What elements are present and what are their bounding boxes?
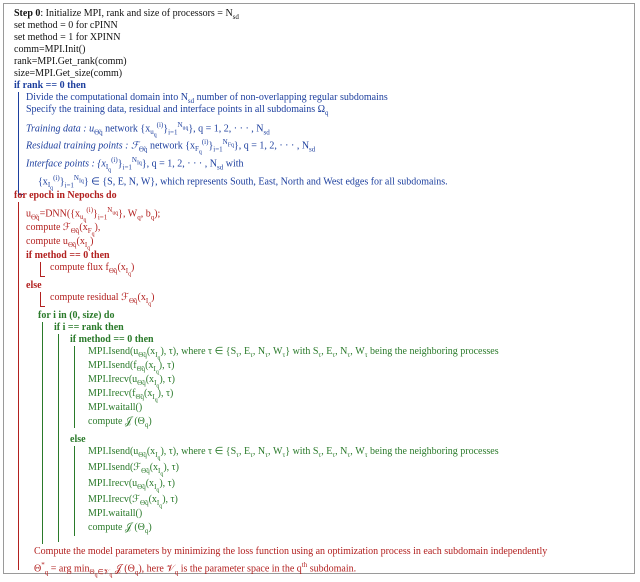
if-method-bar — [40, 262, 41, 276]
dnn-line: $u_{\Thetãq}=DNN(\{x_{u_q}^{(i)}\}_{i=1}^{N_{uq}}\}$, $W_q$, $b_q$); — [26, 206, 161, 224]
edges-line: $\{x_{I_q}^{(i)}\}_{i=1}^{N_{Iq}}$} ∈ {S, E, N, W}, which represents South, East, North and West edges for all subdomains. — [38, 174, 448, 192]
final-line-2: $\Theta^*_q$ = arg $\min_{\Theta_q\in 𝒱_q}$ 𝒥 $(\Theta_q)$, here 𝒱$_q$ is the parameter space in the $q^{th}$ subdomain. — [34, 561, 357, 579]
mpi-irecv-u: $MPI.Irecv(u_{\Thetãq}(x_{I_q})$, τ) — [88, 374, 176, 390]
for-i-header: for i in (0, size) do — [38, 310, 115, 321]
mpi-irecv-u-xpinn: $MPI.Irecv(u_{\Thetãq}(x_{I_q})$, τ) — [88, 478, 176, 494]
step0-line: rank=MPI.Get_rank(comm) — [14, 56, 127, 67]
algorithm-frame — [3, 3, 635, 579]
if-method-header: if method == 0 then — [26, 250, 110, 261]
interface-points-line: Interface points : $\{x_{I_q}^{(i)}\}_{i=1}^{N_{Iq}}$}, q = 1, 2, · · · , $N_{sd}$ with — [26, 156, 244, 174]
else-bar-end — [40, 306, 45, 307]
step0-title: Step 0: Initialize MPI, rank and size of processors = $N_{sd}$ — [14, 8, 239, 21]
mpi-isend-u-xpinn: $MPI.Isend(u_{\Thetãq}(x_{I_q})$, τ), where τ ∈ {$S_\tau$, $E_\tau$, $N_\tau$, $W_\tau$} with $S_\tau$, $E_\tau$, $N_\tau$, $W_\tau$ being the neighboring processes — [88, 446, 499, 462]
mpi-waitall: MPI.waitall() — [88, 402, 143, 413]
compute-u-line: compute $u_{\Thetãq}(x_{I_q})$ — [26, 236, 94, 252]
compute-res-line: compute residual $ℱ_{\Thetãq}(x_{I_q})$ — [50, 292, 155, 308]
compute-flux-line: compute flux $f_{\Thetãq}(x_{I_q})$ — [50, 262, 135, 278]
step0-line: comm=MPI.Init() — [14, 44, 86, 55]
for-epoch-bar — [18, 202, 19, 570]
else-m1-bar — [74, 446, 75, 536]
mpi-irecv-f: $MPI.Irecv(f_{\Thetãq}(x_{I_q})$, τ) — [88, 388, 174, 404]
mpi-isend-f: $MPI.Isend(f_{\Thetãq}(x_{I_q})$, τ) — [88, 360, 175, 376]
for-i-bar — [42, 322, 43, 544]
step0-line: set method = 0 for cPINN — [14, 20, 118, 31]
residual-points-line: Residual training points : ℱ$_{\Thetãq}$ network $\{x_{F_q}^{(i)}\}_{i=1}^{N_{Fq}}$}, q = 1, 2, · · · , $N_{sd}$ — [26, 138, 316, 156]
compute-loss: compute 𝒥 $(\Theta_q)$ — [88, 416, 152, 429]
final-line-1: Compute the model parameters by minimizing the loss function using an optimization process in each subdomain independently — [34, 546, 548, 557]
training-data-line: Training data : $u_{\Thetãq}$ network $\{x_{u_q}^{(i)}\}_{i=1}^{N_{uq}}$}, q = 1, 2, · · · , $N_{sd}$ — [26, 121, 270, 139]
if-m0-bar — [74, 346, 75, 428]
mpi-isend-u: $MPI.Isend(u_{\Thetãq}(x_{I_q})$, τ), where τ ∈ {$S_\tau$, $E_\tau$, $N_\tau$, $W_\tau$} with $S_\tau$, $E_\tau$, $N_\tau$, $W_\tau$ being the neighboring processes — [88, 346, 499, 362]
if-m0-header: if method == 0 then — [70, 334, 154, 345]
else-header: else — [26, 280, 42, 291]
mpi-isend-res: $MPI.Isend(ℱ_{\Thetãq}(x_{I_q})$, τ) — [88, 462, 179, 478]
step0-line: set method = 1 for XPINN — [14, 32, 121, 43]
else-m1-header: else — [70, 434, 86, 445]
if-i-header: if i == rank then — [54, 322, 124, 333]
if-rank-line: Specify the training data, residual and interface points in all subdomains $\Omega_q$ — [26, 104, 329, 117]
if-rank-line: Divide the computational domain into $N_{sd}$ number of non-overlapping regular subdomains — [26, 92, 388, 105]
compute-residual-line: compute $ℱ_{\Thetãq}(x_{F_q})$, — [26, 222, 101, 238]
if-method-bar-end — [40, 276, 45, 277]
if-rank-header: if rank == 0 then — [14, 80, 86, 91]
mpi-waitall-xpinn: MPI.waitall() — [88, 508, 143, 519]
compute-loss-xpinn: compute 𝒥 $(\Theta_q)$ — [88, 522, 152, 535]
if-rank-bar — [18, 92, 19, 194]
else-bar — [40, 292, 41, 306]
if-i-bar — [58, 334, 59, 542]
step0-line: size=MPI.Get_size(comm) — [14, 68, 123, 79]
for-epoch-header: for epoch in Nepochs do — [14, 190, 117, 201]
mpi-irecv-res: $MPI.Irecv(ℱ_{\Thetãq}(x_{I_q})$, τ) — [88, 494, 178, 510]
